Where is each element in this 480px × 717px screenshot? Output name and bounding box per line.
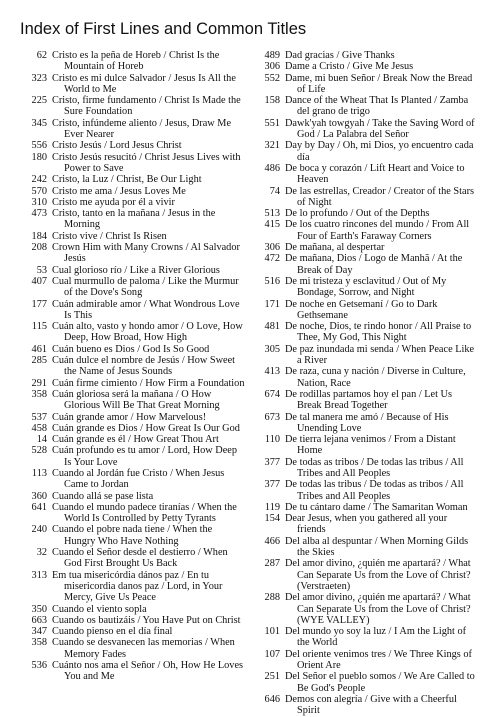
hymn-number: 323 [31, 72, 47, 84]
hymn-number: 673 [264, 411, 280, 423]
hymn-number: 101 [264, 626, 280, 638]
hymn-number: 360 [31, 490, 47, 502]
hymn-title: De boca y corazón / Lift Heart and Voice to Heaven [285, 162, 465, 186]
index-entry [253, 457, 477, 480]
hymn-number: 154 [264, 513, 280, 525]
hymn-number: 240 [31, 524, 47, 536]
index-entry [20, 95, 246, 118]
index-entry [20, 412, 246, 423]
hymn-number: 473 [31, 208, 47, 220]
hymn-title: Cristo, firme fundamento / Christ Is Made the Sure Foundation [52, 95, 241, 118]
hymn-title: Cuán firme cimiento / How Firm a Foundation [52, 377, 245, 389]
hymn-number: 552 [264, 72, 280, 84]
hymn-number: 528 [31, 445, 47, 457]
hymn-number: 663 [31, 614, 47, 626]
hymn-number: 251 [264, 671, 280, 683]
hymn-title: De mañana, Dios / Logo de Manhã / At the Break of Day [285, 253, 463, 276]
hymn-title: Cuán grande es Dios / How Great Is Our God [52, 422, 240, 434]
index-entry [253, 344, 477, 367]
index-entry [253, 242, 477, 253]
hymn-number: 458 [31, 422, 47, 434]
hymn-number: 32 [36, 547, 47, 559]
index-entry [253, 321, 477, 344]
index-entry [20, 468, 246, 491]
hymn-number: 551 [264, 117, 280, 129]
hymn-number: 119 [264, 501, 280, 513]
hymn-number: 481 [264, 321, 280, 333]
hymn-title: Cristo, tanto en la mañana / Jesus in the Morning [52, 208, 216, 231]
hymn-title: Cuando el mundo padece tiranías / When the World Is Controlled by Petty Tyrants [52, 501, 237, 525]
hymn-title: Dance of the Wheat That Is Planted / Zamba del grano de trigo [285, 95, 469, 118]
index-entry [20, 152, 246, 175]
hymn-number: 287 [264, 558, 280, 570]
index-entry [253, 276, 477, 299]
hymn-number: 53 [36, 264, 47, 276]
hymn-title: Del amor divino, ¿quién me apartará? / What Can Separate Us from the Love of Christ? (WYE VALLEY) [285, 592, 471, 626]
hymn-title: Cuánto nos ama el Señor / Oh, How He Loves You and Me [52, 660, 244, 683]
hymn-number: 321 [264, 140, 280, 152]
left-column [20, 50, 246, 683]
index-entry [253, 253, 477, 276]
hymn-title: Cristo es mi dulce Salvador / Jesus Is All the World to Me [52, 72, 236, 95]
hymn-number: 305 [264, 343, 280, 355]
hymn-number: 110 [264, 434, 280, 446]
hymn-title: Del amor divino, ¿quién me apartará? / What Can Separate Us from the Love of Christ? (Verstraeten) [285, 558, 471, 592]
index-entry [253, 219, 477, 242]
hymn-number: 347 [31, 626, 47, 638]
index-entry [253, 366, 477, 389]
index-entry [20, 547, 246, 570]
index-entry [253, 61, 477, 72]
index-entry [253, 592, 477, 626]
hymn-title: Dame a Cristo / Give Me Jesus [285, 61, 414, 73]
hymn-title: Dad gracias / Give Thanks [285, 50, 395, 61]
index-entry [253, 163, 477, 186]
index-entry [253, 208, 477, 219]
hymn-number: 242 [31, 174, 47, 186]
hymn-number: 62 [36, 50, 47, 61]
hymn-number: 285 [31, 355, 47, 367]
index-entry [20, 118, 246, 141]
hymn-number: 74 [269, 185, 280, 197]
right-column [253, 50, 477, 717]
index-entry [20, 615, 246, 626]
index-entry [20, 570, 246, 604]
hymn-title: De paz inundada mi senda / When Peace Like a River [285, 343, 475, 367]
hymn-number: 113 [31, 467, 47, 479]
hymn-number: 516 [264, 275, 280, 287]
index-entry [253, 536, 477, 559]
hymn-title: De todas las tribus / De todas as tribos / All Tribes and All Peoples [285, 479, 464, 502]
hymn-number: 358 [31, 388, 47, 400]
index-entry [20, 321, 246, 344]
hymn-title: Cuando el viento sopla [52, 603, 147, 615]
hymn-number: 310 [31, 196, 47, 208]
hymn-title: Cristo me ama / Jesus Loves Me [52, 185, 186, 197]
hymn-title: De lo profundo / Out of the Depths [285, 208, 430, 220]
hymn-title: Cuán dulce el nombre de Jesús / How Sweet the Name of Jesus Sounds [52, 355, 236, 378]
hymn-title: Cuán gloriosa será la mañana / O How Glorious Will Be That Great Morning [52, 388, 220, 412]
index-entry [20, 445, 246, 468]
index-entry [20, 378, 246, 389]
index-entry [253, 186, 477, 209]
hymn-number: 536 [31, 660, 47, 672]
hymn-title: De las estrellas, Creador / Creator of the Stars of Night [285, 185, 474, 208]
hymn-number: 486 [264, 162, 280, 174]
index-entry [253, 50, 477, 61]
index-entry [20, 276, 246, 299]
hymn-title: Cristo Jesús resucitó / Christ Jesus Lives with Power to Save [52, 151, 241, 174]
index-entry [253, 502, 477, 513]
index-entry [253, 389, 477, 412]
hymn-number: 407 [31, 275, 47, 287]
hymn-number: 377 [264, 456, 280, 468]
index-entry [253, 118, 477, 141]
index-entry [253, 558, 477, 592]
hymn-title: Cristo Jesús / Lord Jesus Christ [52, 140, 182, 152]
index-entry [20, 174, 246, 185]
hymn-number: 472 [264, 253, 280, 265]
hymn-number: 184 [31, 230, 47, 242]
hymn-number: 171 [264, 298, 280, 310]
hymn-title: Em tua misericórdia dános paz / En tu misericordia danos paz / Lord, in Your Mercy, Give Us Peace [52, 569, 223, 604]
hymn-number: 306 [264, 242, 280, 254]
hymn-title: Cuando os bautizáis / You Have Put on Christ [52, 614, 241, 626]
index-entry [20, 637, 246, 660]
hymn-title: Day by Day / Oh, mi Dios, yo encuentro cada día [285, 140, 474, 163]
hymn-number: 306 [264, 61, 280, 73]
hymn-title: De tal manera me amó / Because of His Unending Love [285, 411, 449, 434]
hymn-number: 115 [31, 321, 47, 333]
hymn-title: Cristo es la peña de Horeb / Christ Is the Mountain of Horeb [52, 50, 220, 73]
index-entry [20, 491, 246, 502]
hymn-title: De mi tristeza y esclavitud / Out of My Bondage, Sorrow, and Night [285, 275, 447, 299]
index-entry [253, 479, 477, 502]
hymn-number: 358 [31, 637, 47, 649]
hymn-title: Del oriente venimos tres / We Three Kings of Orient Are [285, 648, 472, 672]
index-entry [253, 299, 477, 322]
index-entry [20, 242, 246, 265]
hymn-number: 208 [31, 242, 47, 254]
hymn-title: De noche, Dios, te rindo honor / All Praise to Thee, My God, This Night [285, 321, 472, 344]
index-entry [20, 73, 246, 96]
index-entry [253, 649, 477, 672]
index-entry [253, 694, 477, 717]
hymn-number: 291 [31, 377, 47, 389]
hymn-number: 556 [31, 140, 47, 152]
hymn-number: 177 [31, 298, 47, 310]
hymn-title: Cuán grande es él / How Great Thou Art [52, 434, 219, 446]
hymn-title: Dear Jesus, when you gathered all your friends [285, 513, 448, 536]
index-entry [20, 140, 246, 151]
hymn-title: De rodillas partamos hoy el pan / Let Us Break Bread Together [285, 388, 452, 412]
hymn-title: Crown Him with Many Crowns / Al Salvador Jesús [52, 242, 240, 265]
index-entry [20, 231, 246, 242]
index-entry [20, 423, 246, 434]
index-entry [20, 186, 246, 197]
index-entry [253, 73, 477, 96]
hymn-number: 413 [264, 366, 280, 378]
index-entry [253, 412, 477, 435]
hymn-title: Cuán profundo es tu amor / Lord, How Deep Is Your Love [52, 445, 238, 468]
hymn-title: Cristo vive / Christ Is Risen [52, 230, 167, 242]
hymn-number: 377 [264, 479, 280, 491]
hymn-number: 646 [264, 693, 280, 705]
hymn-title: De raza, cuna y nación / Diverse in Culture, Nation, Race [285, 366, 466, 389]
index-entry [20, 660, 246, 683]
hymn-number: 14 [36, 434, 47, 446]
hymn-number: 345 [31, 117, 47, 129]
hymn-title: Dame, mi buen Señor / Break Now the Bread of Life [285, 72, 473, 95]
hymn-title: Cual glorioso río / Like a River Glorious [52, 264, 220, 276]
hymn-title: Demos con alegría / Give with a Cheerful Spirit [285, 693, 457, 717]
hymn-number: 674 [264, 388, 280, 400]
hymn-title: De tu cántaro dame / The Samaritan Woman [285, 501, 468, 513]
hymn-title: Del alba al despuntar / When Morning Gilds the Skies [285, 535, 469, 559]
index-entry [20, 265, 246, 276]
hymn-title: Cuando allá se pase lista [52, 490, 154, 502]
hymn-title: De los cuatro rincones del mundo / From All Four of Earth's Faraway Corners [285, 219, 470, 242]
hymn-number: 415 [264, 219, 280, 231]
index-entry [20, 355, 246, 378]
hymn-title: Cuando el Señor desde el destierro / When God First Brought Us Back [52, 547, 228, 570]
hymn-title: Cuán alto, vasto y hondo amor / O Love, How Deep, How Broad, How High [52, 321, 243, 344]
hymn-title: Dawk'yah towgyah / Take the Saving Word of God / La Palabra del Señor [285, 117, 475, 141]
index-entry [20, 524, 246, 547]
hymn-title: Cristo, infúndeme aliento / Jesus, Draw Me Ever Nearer [52, 117, 232, 141]
hymn-title: Cual murmullo de paloma / Like the Murmur of the Dove's Song [52, 275, 239, 299]
page-title: Index of First Lines and Common Titles [20, 20, 307, 38]
hymn-number: 180 [31, 151, 47, 163]
hymn-title: Cuando pienso en el día final [52, 626, 173, 638]
index-entry [20, 50, 246, 73]
index-entry [20, 434, 246, 445]
index-entry [20, 197, 246, 208]
index-entry [253, 434, 477, 457]
hymn-title: Cuando el pobre nada tiene / When the Hungry Who Have Nothing [52, 524, 213, 547]
hymn-title: Del Señor el pueblo somos / We Are Called to Be God's People [285, 671, 475, 694]
hymn-number: 570 [31, 185, 47, 197]
index-entry [253, 671, 477, 694]
index-entry [20, 344, 246, 355]
hymn-number: 225 [31, 95, 47, 107]
hymn-title: De noche en Getsemaní / Go to Dark Gethsemane [285, 298, 438, 321]
index-entry [253, 140, 477, 163]
hymn-number: 461 [31, 343, 47, 355]
index-entry [253, 95, 477, 118]
hymn-number: 350 [31, 603, 47, 615]
hymn-number: 513 [264, 208, 280, 220]
hymn-number: 313 [31, 569, 47, 581]
hymn-title: Cuando al Jordán fue Cristo / When Jesus Came to Jordan [52, 467, 225, 491]
hymn-title: Cuán admirable amor / What Wondrous Love Is This [52, 298, 240, 321]
hymn-number: 288 [264, 592, 280, 604]
hymn-title: Cuán bueno es Dios / God Is So Good [52, 343, 210, 355]
index-entry [20, 626, 246, 637]
index-entry [253, 626, 477, 649]
hymn-title: Cuando se desvanecen las memorias / When Memory Fades [52, 637, 235, 660]
hymn-number: 107 [264, 648, 280, 660]
index-entry [20, 389, 246, 412]
hymn-title: Del mundo yo soy la luz / I Am the Light of the World [285, 626, 467, 649]
hymn-title: De todas as tribos / De todas las tribus / All Tribes and All Peoples [285, 456, 464, 479]
hymn-number: 489 [264, 50, 280, 61]
hymn-title: De tierra lejana venimos / From a Distant Home [285, 434, 456, 457]
hymn-title: Cristo me ayuda por él a vivir [52, 196, 175, 208]
hymn-number: 466 [264, 535, 280, 547]
index-entry [253, 513, 477, 536]
hymn-number: 158 [264, 95, 280, 107]
hymn-title: Cristo, la Luz / Christ, Be Our Light [52, 174, 202, 186]
hymn-number: 537 [31, 411, 47, 423]
hymn-title: De mañana, al despertar [285, 242, 385, 254]
index-entry [20, 299, 246, 322]
index-entry [20, 208, 246, 231]
hymn-number: 641 [31, 501, 47, 513]
index-entry [20, 604, 246, 615]
index-entry [20, 502, 246, 525]
hymn-title: Cuán grande amor / How Marvelous! [52, 411, 207, 423]
